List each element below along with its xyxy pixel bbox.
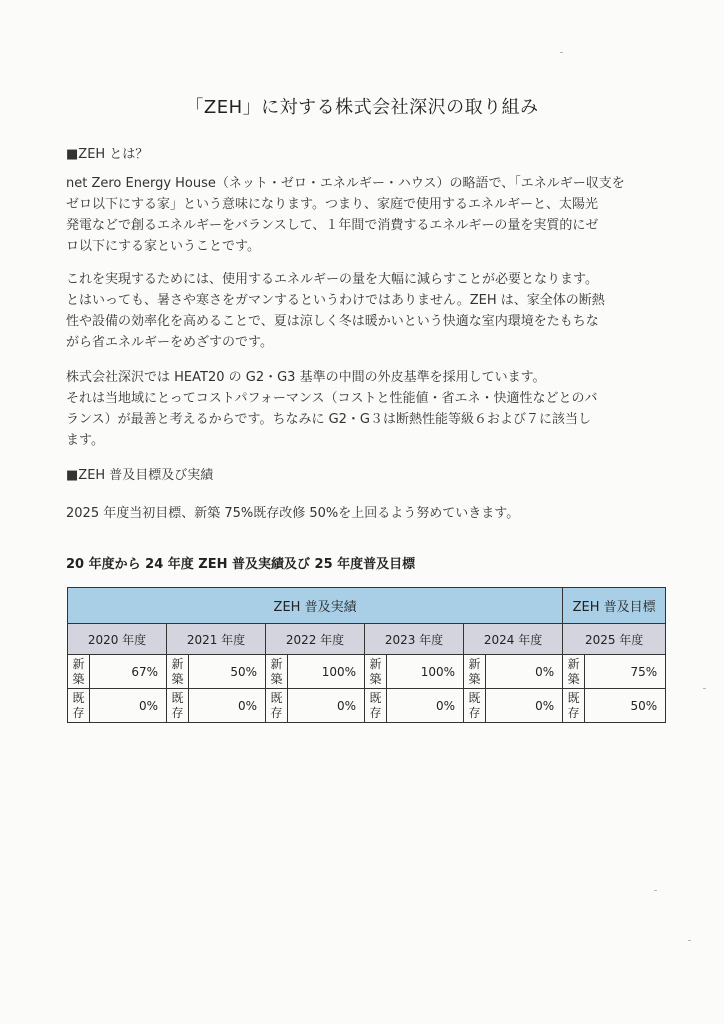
scan-speck (654, 890, 657, 891)
value-cell: 100% (387, 655, 464, 689)
scan-speck (688, 940, 691, 941)
text-line: がら省エネルギーをめざすのです。 (66, 335, 273, 350)
zeh-results-table (67, 587, 666, 723)
paragraph-approach (66, 269, 666, 353)
table-title: 20 年度から 24 年度 ZEH 普及実績及び 25 年度普及目標 (66, 557, 416, 572)
row-label-new: 新 築 (365, 655, 387, 689)
page-title: 「ZEH」に対する株式会社深沢の取り組み (185, 97, 539, 118)
year-header: 2025 年度 (563, 624, 666, 655)
section-heading-targets: ■ZEH 普及目標及び実績 (66, 468, 214, 483)
value-cell: 75% (585, 655, 666, 689)
section-heading-what-is-zeh: ■ZEH とは？ (66, 147, 149, 162)
table-row-existing (68, 689, 666, 723)
value-cell: 0% (288, 689, 365, 723)
row-label-new: 新 築 (563, 655, 585, 689)
value-cell: 67% (90, 655, 167, 689)
text-line: ロ以下にする家ということです。 (66, 239, 260, 254)
header-actual: ZEH 普及実績 (68, 588, 563, 624)
year-header: 2021 年度 (167, 624, 266, 655)
row-label-existing: 既 存 (464, 689, 486, 723)
value-cell: 0% (486, 655, 563, 689)
paragraph-standard (66, 367, 666, 451)
value-cell: 100% (288, 655, 365, 689)
text-line: 発電などで創るエネルギーをバランスして、１年間で消費するエネルギーの量を実質的にゼ (66, 218, 599, 233)
paragraph-definition (66, 173, 666, 257)
table-row-new-build (68, 655, 666, 689)
row-label-existing: 既 存 (266, 689, 288, 723)
text-line: これを実現するためには、使用するエネルギーの量を大幅に減らすことが必要となります。 (66, 272, 598, 287)
value-cell: 50% (189, 655, 266, 689)
row-label-new: 新 築 (464, 655, 486, 689)
text-line: net Zero Energy House（ネット・ゼロ・エネルギー・ハウス）の略語で、「エネルギー収支を (66, 176, 625, 191)
row-label-existing: 既 存 (167, 689, 189, 723)
text-line: ランス）が最善と考えるからです。ちなみに G2・G３は断熱性能等級６および７に該当し (66, 412, 591, 427)
value-cell: 0% (90, 689, 167, 723)
year-header: 2022 年度 (266, 624, 365, 655)
row-label-existing: 既 存 (68, 689, 90, 723)
scan-speck (703, 688, 706, 689)
text-line: ゼロ以下にする家」という意味になります。つまり、家庭で使用するエネルギーと、太陽光 (66, 197, 598, 212)
text-line: 性や設備の効率化を高めることで、夏は涼しく冬は暖かいという快適な室内環境をたもちな (66, 314, 599, 329)
value-cell: 0% (387, 689, 464, 723)
row-label-existing: 既 存 (563, 689, 585, 723)
paragraph-target-statement (66, 503, 666, 524)
text-line: とはいっても、暑さや寒さをガマンするというわけではありません。ZEH は、家全体の断熱 (66, 293, 605, 308)
value-cell: 0% (189, 689, 266, 723)
row-label-new: 新 築 (68, 655, 90, 689)
header-target: ZEH 普及目標 (563, 588, 666, 624)
scan-speck (560, 52, 563, 53)
year-header: 2024 年度 (464, 624, 563, 655)
row-label-new: 新 築 (167, 655, 189, 689)
text-line: 株式会社深沢では HEAT20 の G2・G3 基準の中間の外皮基準を採用しています。 (66, 370, 546, 385)
text-line: 2025 年度当初目標、新築 75%既存改修 50%を上回るよう努めていきます。 (66, 506, 520, 521)
text-line: それは当地域にとってコストパフォーマンス（コストと性能値・省エネ・快適性などとのバ (66, 391, 598, 406)
value-cell: 0% (486, 689, 563, 723)
row-label-existing: 既 存 (365, 689, 387, 723)
text-line: ます。 (66, 433, 104, 448)
year-header: 2023 年度 (365, 624, 464, 655)
year-header: 2020 年度 (68, 624, 167, 655)
row-label-new: 新 築 (266, 655, 288, 689)
value-cell: 50% (585, 689, 666, 723)
